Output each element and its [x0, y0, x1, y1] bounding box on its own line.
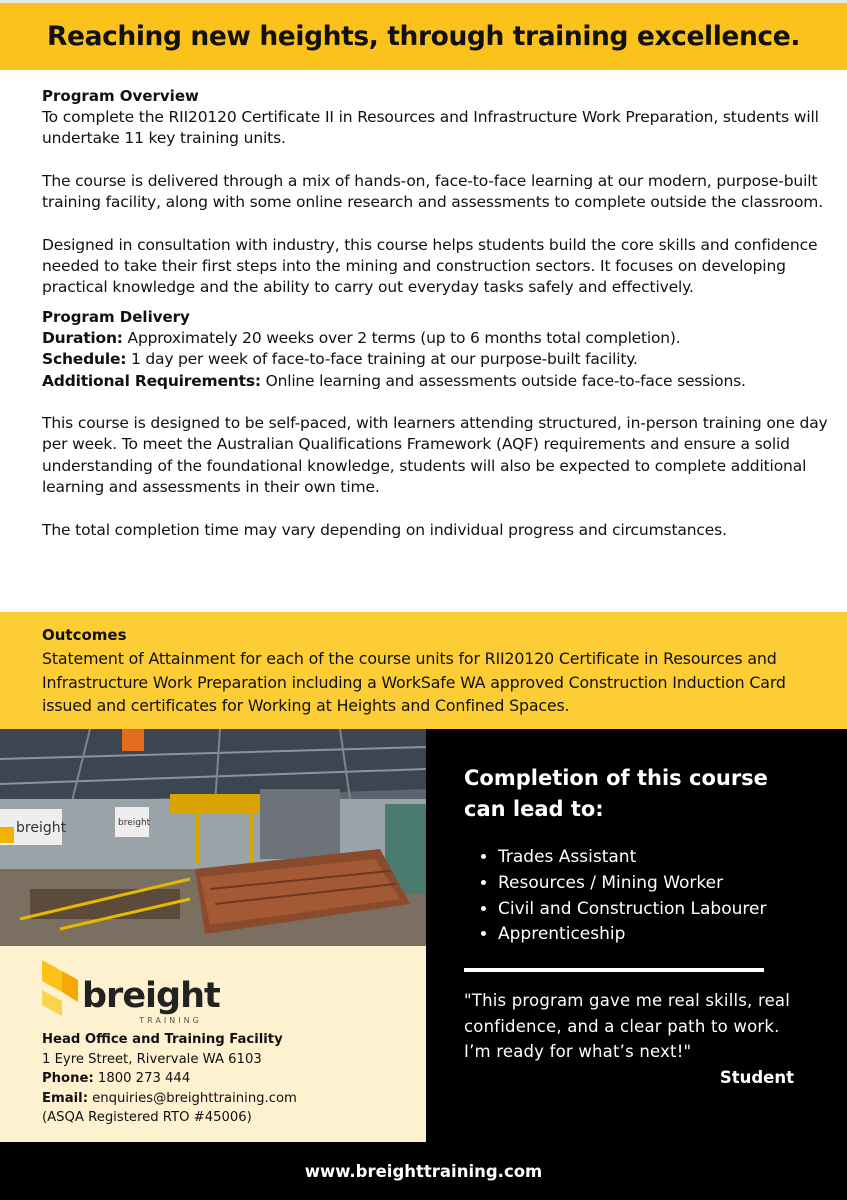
phone-value: 1800 273 444 — [93, 1071, 191, 1086]
schedule-line — [42, 349, 832, 370]
phone-label: Phone: — [42, 1071, 94, 1086]
footer — [0, 1142, 847, 1200]
top-banner — [0, 0, 847, 70]
testimonial-attribution: Student — [719, 1067, 794, 1087]
duration-label: Duration: — [42, 328, 123, 347]
duration-value: Approximately 20 weeks over 2 terms (up to 6 months total completion). — [122, 328, 681, 347]
career-item: • Resources / Mining Worker — [498, 871, 847, 897]
testimonial-quote: "This program gave me real skills, real confidence, and a clear path to work. I’m ready for what’s next!" — [464, 991, 791, 1062]
career-item: • Apprenticeship — [498, 922, 847, 948]
delivery-paragraph-2: The total completion time may vary depending on individual progress and circumstances. — [42, 520, 727, 539]
careers-heading: Completion of this course can lead to: — [464, 766, 768, 821]
email-label: Email: — [42, 1090, 88, 1106]
outcomes-heading: Outcomes — [42, 626, 127, 644]
outcomes-text: Statement of Attainment for each of the course units for RII20120 Certificate in Resources and Infrastructure Work Preparation including a WorkSafe WA approved Construction Induction Card issued and certificates for Working at Heights and Confined Spaces. — [42, 649, 786, 715]
logo-wordmark: breight — [82, 976, 220, 1016]
requirements-label: Additional Requirements: — [42, 371, 261, 390]
career-item: • Civil and Construction Labourer — [498, 897, 847, 923]
address: 1 Eyre Street, Rivervale WA 6103 — [42, 1051, 262, 1067]
requirements-value: Online learning and assessments outside face-to-face sessions. — [260, 371, 746, 390]
schedule-label: Schedule: — [42, 350, 127, 369]
office-heading: Head Office and Training Facility — [42, 1032, 283, 1047]
email-value: enquiries@breighttraining.com — [87, 1090, 297, 1106]
facility-photo — [0, 729, 426, 946]
careers-panel — [426, 729, 847, 1142]
divider — [464, 968, 764, 972]
delivery-heading: Program Delivery — [42, 307, 190, 326]
overview-paragraph-3: Designed in consultation with industry, this course helps students build the core skills and confidence needed to take their first steps into the mining and construction sectors. It focuses on developing practical knowledge and the ability to carry out everyday tasks safely and effectively. — [42, 235, 818, 297]
career-item: • Trades Assistant — [498, 845, 847, 871]
sign-text-right: breight — [118, 818, 151, 828]
duration-line — [42, 328, 832, 349]
brand-logo — [42, 960, 426, 1030]
logo-subtitle: TRAINING — [139, 1016, 202, 1025]
facility-photo-illustration — [0, 729, 426, 946]
email-line — [42, 1089, 426, 1109]
rto-number: (ASQA Registered RTO #45006) — [42, 1110, 252, 1125]
page-title: Reaching new heights, through training excellence. — [47, 21, 800, 52]
main-content — [42, 86, 832, 562]
phone-line — [42, 1069, 426, 1089]
requirements-line — [42, 371, 832, 392]
schedule-value: 1 day per week of face-to-face training at our purpose-built facility. — [126, 350, 638, 369]
delivery-paragraph-1: This course is designed to be self-paced, with learners attending structured, in-person training one day per week. To meet the Australian Qualifications Framework (AQF) requirements and ensure a solid understanding of the foundational knowledge, students will also be expected to complete additional learning and assessments in their own time. — [42, 414, 828, 497]
overview-heading: Program Overview — [42, 87, 199, 105]
contact-panel — [0, 946, 426, 1142]
sign-text-left: breight — [16, 820, 67, 836]
breight-logo-icon — [42, 960, 86, 1016]
overview-paragraph-2: The course is delivered through a mix of hands-on, face-to-face learning at our modern, purpose-built training facility, along with some online research and assessments to complete outside the classroom. — [42, 171, 824, 212]
outcomes-section — [0, 612, 847, 729]
careers-list — [464, 845, 847, 948]
overview-paragraph-1: To complete the RII20120 Certificate II in Resources and Infrastructure Work Preparation, students will undertake 11 key training units. — [42, 108, 819, 148]
website-link[interactable]: www.breighttraining.com — [304, 1161, 543, 1181]
